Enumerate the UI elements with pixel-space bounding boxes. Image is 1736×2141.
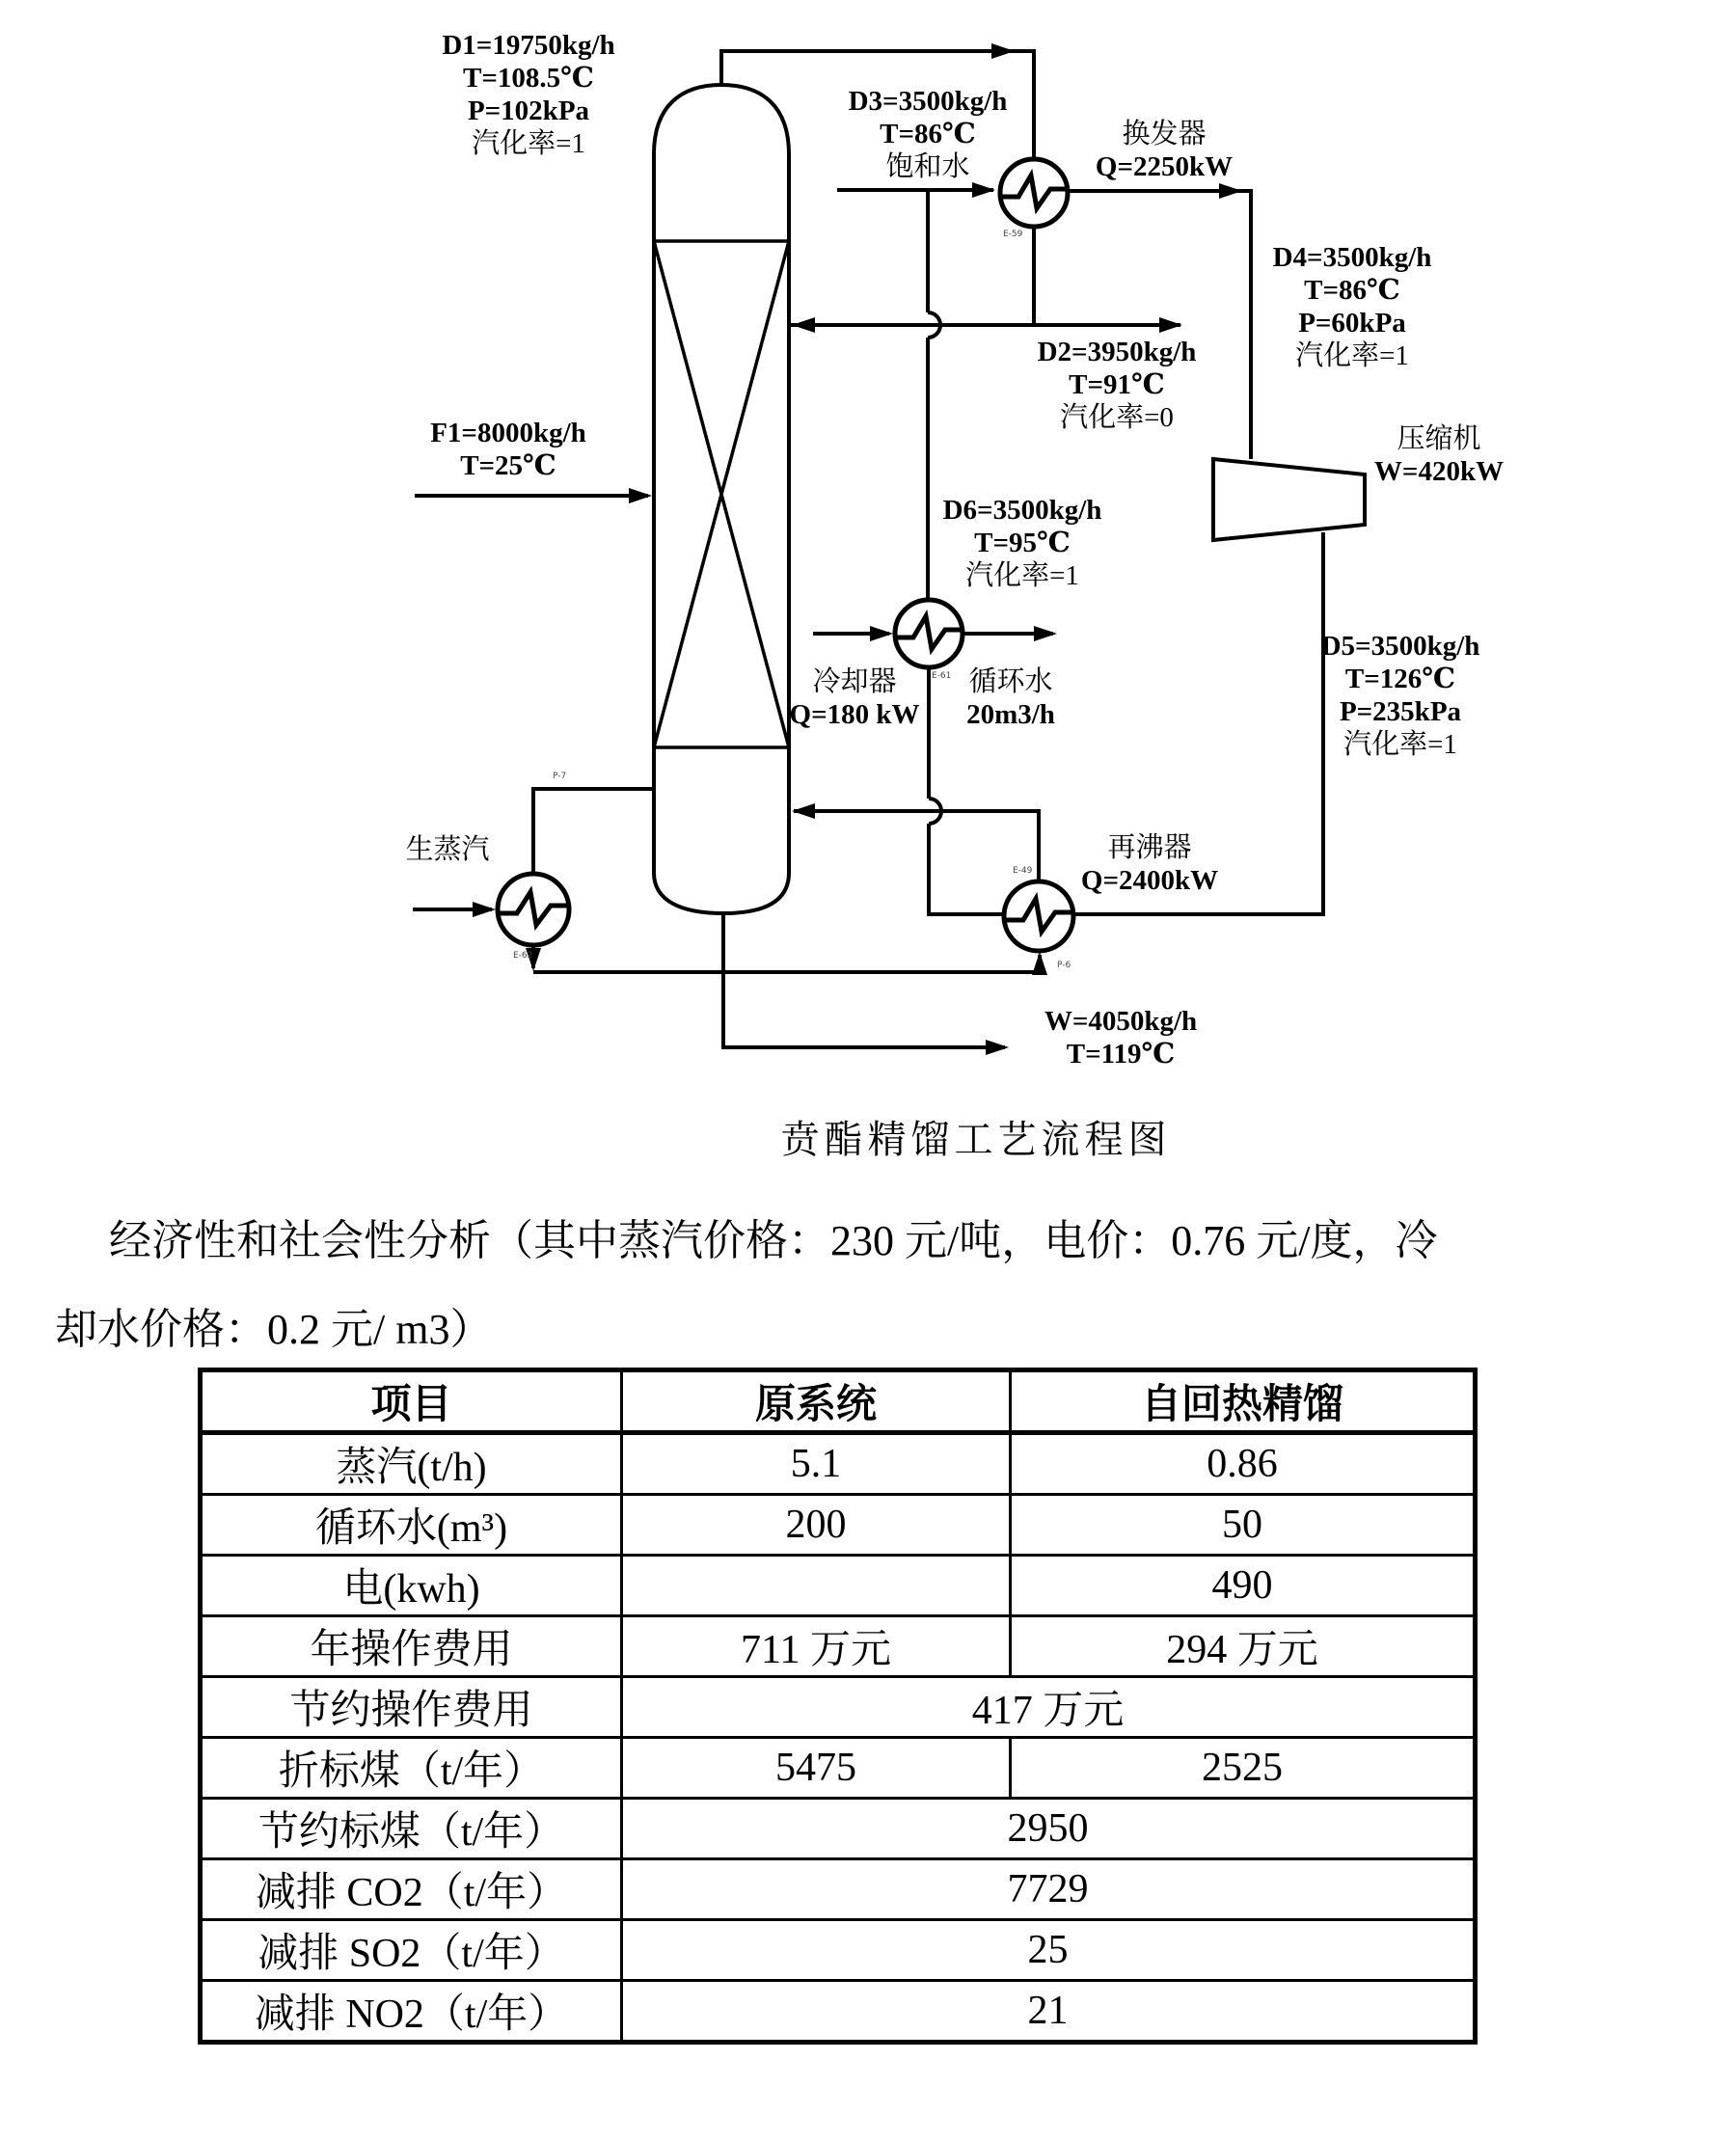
label-reboiler: 再沸器 Q=2400kW [1080, 832, 1219, 896]
cell-value-merged: 2950 [622, 1799, 1476, 1859]
cell-value-merged: 7729 [622, 1859, 1476, 1920]
table-row [201, 1799, 1476, 1859]
economics-table [198, 1368, 1478, 2045]
table-row [201, 1616, 1476, 1677]
equipment-tag: E-59 [1003, 230, 1023, 239]
label-compressor: 压缩机 W=420kW [1373, 423, 1505, 487]
cell-value: 490 [1011, 1556, 1476, 1616]
stream-label-d4: D4=3500kg/h T=86℃ P=60kPa 汽化率=1 [1272, 242, 1432, 371]
equipment-tag: P-6 [1057, 961, 1071, 970]
figure-title: 贲酯精馏工艺流程图 [780, 1118, 1172, 1161]
compressor-symbol [1213, 459, 1365, 540]
cell-value: 2525 [1011, 1738, 1476, 1799]
cell-value: 200 [622, 1495, 1011, 1556]
row-label: 节约操作费用 [201, 1677, 622, 1738]
row-label: 减排 SO2（t/年） [201, 1920, 622, 1981]
row-label: 减排 NO2（t/年） [201, 1981, 622, 2043]
flow-arrows [473, 43, 1242, 1055]
row-label: 蒸汽(t/h) [201, 1433, 622, 1495]
steam-vapor-line [533, 789, 654, 874]
col-header-original: 原系统 [622, 1370, 1011, 1433]
d3-branch-line [928, 190, 940, 600]
table-row [201, 1920, 1476, 1981]
label-exchanger: 换发器 Q=2250kW [1095, 119, 1234, 182]
steam-bottom-line [533, 945, 1040, 972]
cell-value-merged: 21 [622, 1981, 1476, 2043]
bottoms-line [723, 913, 1005, 1047]
cell-value: 711 万元 [622, 1616, 1011, 1677]
row-label: 减排 CO2（t/年） [201, 1859, 622, 1920]
row-label: 年操作费用 [201, 1616, 622, 1677]
table-row [201, 1981, 1476, 2043]
label-cooler: 冷却器 Q=180 kW [789, 666, 920, 730]
stream-label-d5: D5=3500kg/h T=126℃ P=235kPa 汽化率=1 [1320, 631, 1480, 760]
row-label: 电(kwh) [201, 1556, 622, 1616]
row-label: 循环水(m³) [201, 1495, 622, 1556]
reboiler-return-line [794, 811, 1039, 881]
table-row [201, 1677, 1476, 1738]
label-circulating-water: 循环水 20m3/h [966, 666, 1055, 730]
stream-label-d1: D1=19750kg/h T=108.5℃ P=102kPa 汽化率=1 [442, 30, 615, 159]
equipment-tag: P-7 [553, 772, 567, 781]
stream-label-bottoms: W=4050kg/h T=119℃ [1044, 1006, 1198, 1070]
cell-value: 294 万元 [1011, 1616, 1476, 1677]
equipment-tag: E-61 [932, 671, 952, 681]
row-label: 折标煤（t/年） [201, 1738, 622, 1799]
table-header-row [201, 1370, 1476, 1433]
equipment-tag: E-62 [513, 951, 533, 961]
table-row [201, 1495, 1476, 1556]
cell-value [622, 1556, 1011, 1616]
table-row [201, 1859, 1476, 1920]
cell-value: 50 [1011, 1495, 1476, 1556]
cell-value: 5475 [622, 1738, 1011, 1799]
equipment-tag: E-49 [1013, 866, 1033, 876]
cell-value: 0.86 [1011, 1433, 1476, 1495]
col-header-selfheat: 自回热精馏 [1011, 1370, 1476, 1433]
table-row [201, 1738, 1476, 1799]
analysis-paragraph-line2: 却水价格：0.2 元/ m3） [55, 1306, 493, 1353]
label-steam: 生蒸汽 [405, 834, 490, 865]
cell-value: 5.1 [622, 1433, 1011, 1495]
cell-value-merged: 417 万元 [622, 1677, 1476, 1738]
stream-label-d2: D2=3950kg/h T=91℃ 汽化率=0 [1037, 337, 1197, 433]
col-header-item: 项目 [201, 1370, 622, 1433]
table-row [201, 1433, 1476, 1495]
stream-label-f1: F1=8000kg/h T=25℃ [430, 418, 586, 481]
row-label: 节约标煤（t/年） [201, 1799, 622, 1859]
cell-value-merged: 25 [622, 1920, 1476, 1981]
analysis-paragraph-line1: 经济性和社会性分析（其中蒸汽价格：230 元/吨，电价：0.76 元/度，冷 [109, 1217, 1438, 1264]
stream-label-d3: D3=3500kg/h T=86℃ 饱和水 [848, 86, 1008, 182]
table-row [201, 1556, 1476, 1616]
stream-label-d6: D6=3500kg/h T=95℃ 汽化率=1 [942, 495, 1102, 591]
